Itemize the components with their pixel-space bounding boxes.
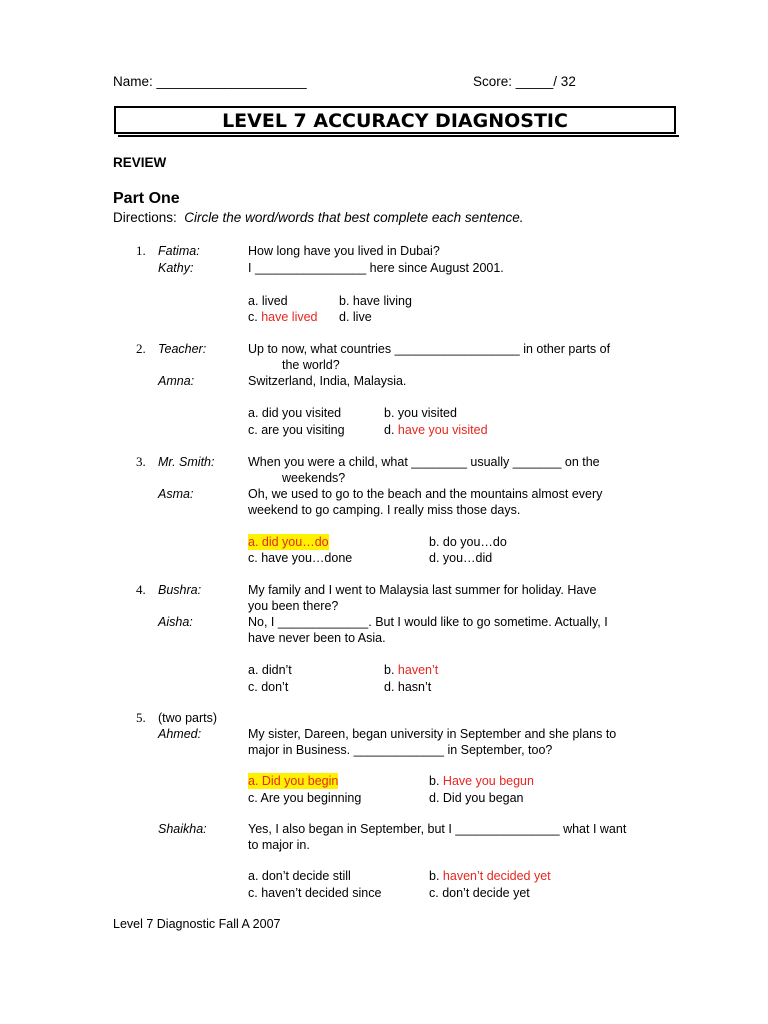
option-b[interactable]: b. do you…do [429, 535, 507, 549]
speaker: Aisha: [158, 615, 193, 629]
question-number: 1. [136, 243, 146, 258]
option-c[interactable]: c. have you…done [248, 551, 353, 565]
directions [113, 210, 523, 226]
option-d[interactable]: c. don’t decide yet [429, 886, 530, 900]
speaker: Kathy: [158, 261, 194, 275]
option-a-highlighted[interactable]: a. Did you begin [248, 774, 339, 788]
option-d[interactable]: d. live [339, 310, 372, 324]
dialogue-line: When you were a child, what ________ usually _______ on the [248, 455, 600, 469]
option-letter: c. [248, 310, 258, 324]
directions-label: Directions: [113, 210, 177, 225]
correct-answer: have you visited [397, 423, 488, 437]
dialogue-line-continued: the world? [282, 358, 340, 372]
option-c[interactable]: c. haven’t decided since [248, 886, 382, 900]
option-a[interactable]: a. lived [248, 294, 288, 308]
dialogue-line: Up to now, what countries __________________ in other parts of [248, 342, 611, 356]
speaker: Bushra: [158, 583, 202, 597]
speaker: Amna: [158, 374, 195, 388]
question-number: 5. [136, 710, 146, 725]
title-box [114, 106, 676, 134]
dialogue-line: My sister, Dareen, began university in September and she plans to [248, 727, 617, 741]
option-b[interactable] [429, 773, 534, 789]
speaker: Fatima: [158, 244, 200, 258]
dialogue-line-continued: you been there? [248, 599, 339, 613]
option-c[interactable]: c. don’t [248, 680, 289, 694]
dialogue-line-continued: weekend to go camping. I really miss those days. [248, 503, 521, 517]
option-a-highlighted[interactable]: a. did you…do [248, 535, 329, 549]
option-a[interactable]: a. didn’t [248, 663, 292, 677]
review-heading: REVIEW [113, 155, 167, 170]
option-d[interactable]: d. Did you began [429, 791, 524, 805]
option-c[interactable]: c. Are you beginning [248, 791, 362, 805]
option-a[interactable]: a. did you visited [248, 406, 342, 420]
option-b[interactable]: b. you visited [384, 406, 457, 420]
option-c[interactable]: c. are you visiting [248, 423, 345, 437]
dialogue-line-continued: to major in. [248, 838, 310, 852]
name-field-label: Name: ____________________ [113, 74, 307, 89]
correct-answer: Have you begun [442, 774, 534, 788]
option-letter: b. [429, 774, 440, 788]
dialogue-line-continued: weekends? [282, 471, 346, 485]
question-number: 4. [136, 582, 146, 597]
speaker: Asma: [158, 487, 194, 501]
question-number: 3. [136, 454, 146, 469]
speaker: Teacher: [158, 342, 207, 356]
question-note: (two parts) [158, 711, 218, 725]
correct-answer: have lived [261, 310, 318, 324]
dialogue-line: Oh, we used to go to the beach and the mountains almost every [248, 487, 603, 501]
option-d[interactable]: d. hasn’t [384, 680, 432, 694]
dialogue-line: My family and I went to Malaysia last summer for holiday. Have [248, 583, 597, 597]
option-a[interactable]: a. don’t decide still [248, 869, 351, 883]
option-b[interactable]: b. have living [339, 294, 412, 308]
option-letter: b. [384, 663, 395, 677]
score-field-label: Score: _____/ 32 [473, 74, 576, 89]
correct-answer: haven’t decided yet [442, 869, 551, 883]
option-letter: d. [384, 423, 395, 437]
dialogue-line: How long have you lived in Dubai? [248, 244, 440, 258]
part-one-heading: Part One [113, 190, 180, 207]
speaker: Ahmed: [158, 727, 202, 741]
option-c[interactable] [248, 309, 318, 325]
speaker: Shaikha: [158, 822, 207, 836]
option-b[interactable] [384, 662, 438, 678]
dialogue-line-continued: major in Business. _____________ in September, too? [248, 743, 553, 757]
option-b[interactable] [429, 868, 551, 884]
option-d[interactable]: d. you…did [429, 551, 493, 565]
dialogue-line: I ________________ here since August 2001. [248, 261, 504, 275]
dialogue-line: No, I _____________. But I would like to go sometime. Actually, I [248, 615, 608, 629]
page-title: LEVEL 7 ACCURACY DIAGNOSTIC [222, 110, 568, 132]
question-number: 2. [136, 341, 146, 356]
dialogue-line: Switzerland, India, Malaysia. [248, 374, 407, 388]
dialogue-line: Yes, I also began in September, but I _______________ what I want [248, 822, 627, 836]
dialogue-line-continued: have never been to Asia. [248, 631, 386, 645]
footer-text: Level 7 Diagnostic Fall A 2007 [113, 917, 281, 931]
directions-text: Circle the word/words that best complete each sentence. [184, 210, 524, 225]
option-letter: b. [429, 869, 440, 883]
speaker: Mr. Smith: [158, 455, 215, 469]
correct-answer: haven’t [397, 663, 439, 677]
option-d[interactable] [384, 422, 488, 438]
